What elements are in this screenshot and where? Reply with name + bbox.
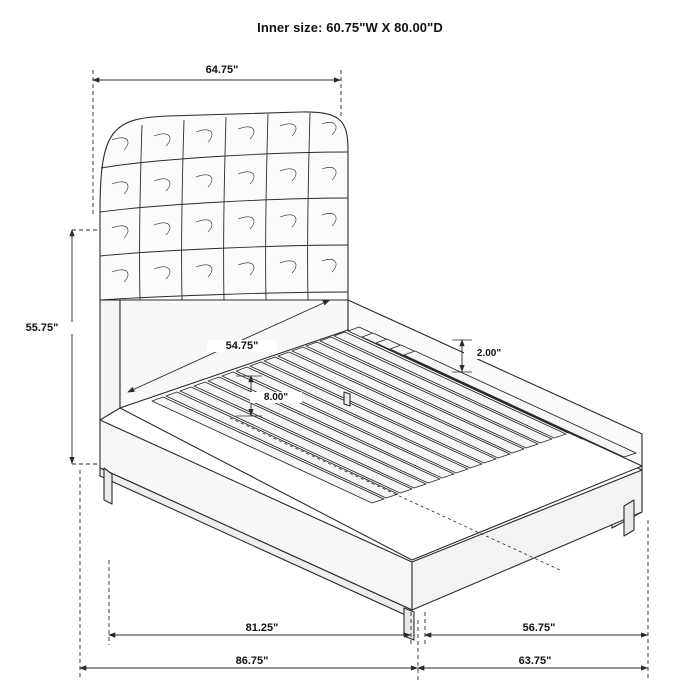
dim-label-rail-thickness: 2.00" [464, 348, 514, 359]
dim-label-81: 81.25" [225, 622, 299, 634]
dim-label-slat-height: 8.00" [250, 392, 302, 403]
dim-label-headboard-width: 64.75" [185, 64, 259, 76]
dim-label-inner-width: 54.75" [207, 340, 277, 352]
dim-label-86: 86.75" [215, 655, 289, 667]
page-title: Inner size: 60.75"W X 80.00"D [257, 20, 443, 35]
dim-label-63: 63.75" [498, 655, 572, 667]
bed-illustration [100, 112, 642, 640]
dim-label-56: 56.75" [502, 622, 576, 634]
dim-label-headboard-height: 55.75" [10, 322, 74, 334]
